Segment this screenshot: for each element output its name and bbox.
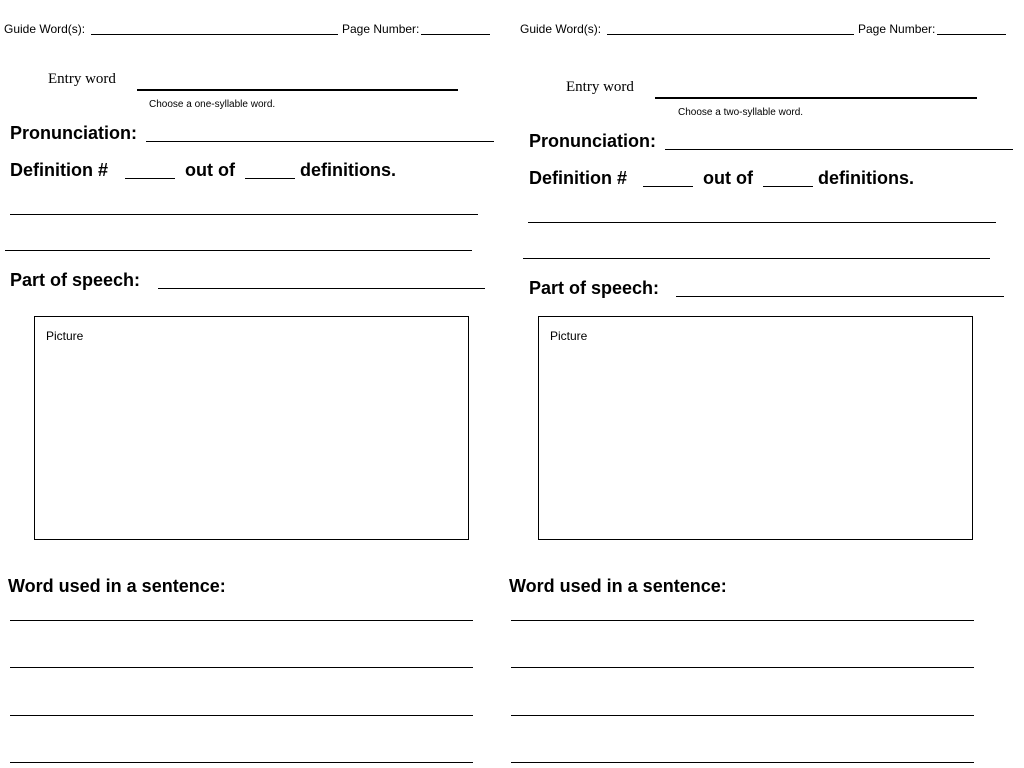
left-definition-total-line[interactable]: [245, 178, 295, 179]
right-definition-line-2[interactable]: [523, 258, 990, 259]
right-definitions-label: definitions.: [818, 168, 914, 188]
left-definition-number-label: Definition #: [10, 160, 108, 180]
right-out-of-label: out of: [703, 168, 753, 188]
left-sentence-line-1[interactable]: [10, 620, 473, 621]
left-sentence-line-4[interactable]: [10, 762, 473, 763]
left-sentence-label: Word used in a sentence:: [8, 576, 226, 596]
left-guide-words-line[interactable]: [91, 34, 338, 35]
right-definition-number-label: Definition #: [529, 168, 627, 188]
left-guide-words-label: Guide Word(s):: [4, 22, 86, 36]
left-part-of-speech-line[interactable]: [158, 288, 485, 289]
left-sentence-line-2[interactable]: [10, 667, 473, 668]
left-picture-label: Picture: [46, 329, 84, 343]
right-pronunciation-line[interactable]: [665, 149, 1013, 150]
left-pronunciation-label: Pronunciation:: [10, 123, 137, 143]
right-sentence-line-4[interactable]: [511, 762, 974, 763]
right-definition-line-1[interactable]: [528, 222, 996, 223]
right-page-number-label: Page Number:: [858, 22, 936, 36]
left-definition-number-line[interactable]: [125, 178, 175, 179]
right-picture-box[interactable]: [538, 316, 973, 540]
left-page-number-line[interactable]: [421, 34, 490, 35]
right-sentence-line-2[interactable]: [511, 667, 974, 668]
left-entry-word-label: Entry word: [48, 71, 116, 87]
right-picture-label: Picture: [550, 329, 588, 343]
right-pronunciation-label: Pronunciation:: [529, 131, 656, 151]
right-entry-word-label: Entry word: [566, 79, 634, 95]
left-entry-word-line[interactable]: [137, 89, 458, 91]
left-definition-line-2[interactable]: [5, 250, 472, 251]
right-part-of-speech-line[interactable]: [676, 296, 1004, 297]
right-sentence-line-1[interactable]: [511, 620, 974, 621]
left-pronunciation-line[interactable]: [146, 141, 494, 142]
right-entry-hint: Choose a two-syllable word.: [678, 107, 804, 118]
left-page-number-label: Page Number:: [342, 22, 420, 36]
right-part-of-speech-label: Part of speech:: [529, 278, 660, 298]
right-page-number-line[interactable]: [937, 34, 1006, 35]
left-definitions-label: definitions.: [300, 160, 396, 180]
left-picture-box[interactable]: [34, 316, 469, 540]
left-part-of-speech-label: Part of speech:: [10, 270, 141, 290]
right-sentence-label: Word used in a sentence:: [509, 576, 727, 596]
left-out-of-label: out of: [185, 160, 235, 180]
left-definition-line-1[interactable]: [10, 214, 478, 215]
right-definition-number-line[interactable]: [643, 186, 693, 187]
left-entry-hint: Choose a one-syllable word.: [149, 99, 276, 110]
right-definition-total-line[interactable]: [763, 186, 813, 187]
right-guide-words-line[interactable]: [607, 34, 854, 35]
left-sentence-line-3[interactable]: [10, 715, 473, 716]
right-guide-words-label: Guide Word(s):: [520, 22, 602, 36]
right-sentence-line-3[interactable]: [511, 715, 974, 716]
right-entry-word-line[interactable]: [655, 97, 977, 99]
